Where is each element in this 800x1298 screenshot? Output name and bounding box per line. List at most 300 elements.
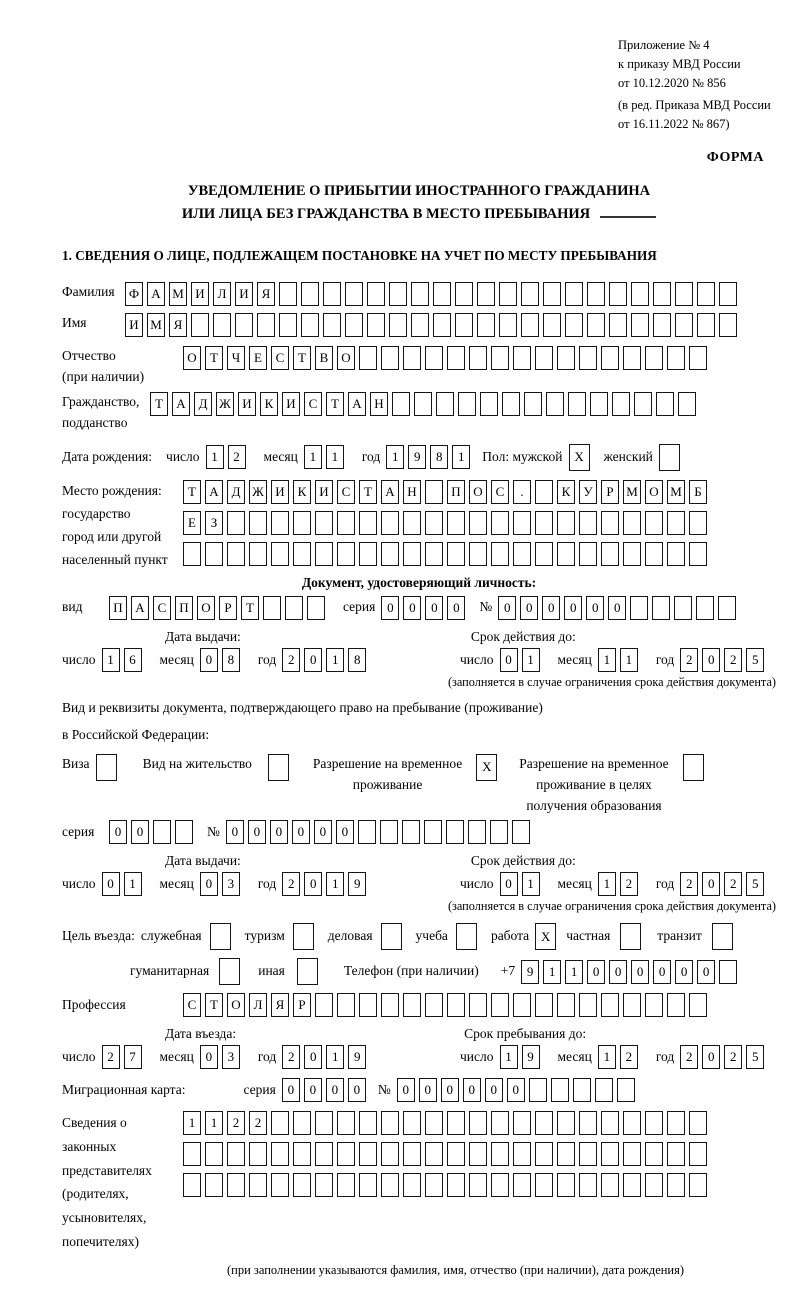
char-cell[interactable]	[469, 511, 487, 535]
char-cell[interactable]	[674, 596, 692, 620]
char-cell[interactable]: П	[447, 480, 465, 504]
char-cell[interactable]: X	[569, 444, 590, 471]
char-cell[interactable]: М	[169, 282, 187, 306]
char-cell[interactable]: Т	[359, 480, 377, 504]
char-cell[interactable]: X	[535, 923, 556, 950]
char-cell[interactable]	[535, 511, 553, 535]
residence-issue-day-cells[interactable]	[102, 872, 146, 896]
char-cell[interactable]	[447, 511, 465, 535]
entry-stay-day-cells[interactable]	[500, 1045, 544, 1069]
char-cell[interactable]	[381, 346, 399, 370]
char-cell[interactable]	[719, 282, 737, 306]
char-cell[interactable]: Я	[257, 282, 275, 306]
char-cell[interactable]	[425, 993, 443, 1017]
char-cell[interactable]	[297, 958, 318, 985]
char-cell[interactable]: Л	[249, 993, 267, 1017]
char-cell[interactable]: 0	[702, 648, 720, 672]
char-cell[interactable]	[205, 1173, 223, 1197]
char-cell[interactable]: 1	[326, 445, 344, 469]
char-cell[interactable]	[249, 511, 267, 535]
char-cell[interactable]	[568, 392, 586, 416]
char-cell[interactable]	[96, 754, 117, 781]
char-cell[interactable]: 0	[200, 648, 218, 672]
char-cell[interactable]: Ф	[125, 282, 143, 306]
char-cell[interactable]: 1	[565, 960, 583, 984]
char-cell[interactable]: 0	[586, 596, 604, 620]
birth-day-cells[interactable]	[206, 445, 250, 469]
char-cell[interactable]: Д	[194, 392, 212, 416]
char-cell[interactable]	[689, 542, 707, 566]
char-cell[interactable]: У	[579, 480, 597, 504]
char-cell[interactable]	[601, 1173, 619, 1197]
char-cell[interactable]: 0	[447, 596, 465, 620]
char-cell[interactable]	[389, 313, 407, 337]
char-cell[interactable]	[301, 282, 319, 306]
char-cell[interactable]	[392, 392, 410, 416]
char-cell[interactable]	[425, 1111, 443, 1135]
char-cell[interactable]	[425, 542, 443, 566]
char-cell[interactable]	[502, 392, 520, 416]
residence-issue-month-cells[interactable]	[200, 872, 244, 896]
char-cell[interactable]	[565, 282, 583, 306]
char-cell[interactable]	[491, 1173, 509, 1197]
char-cell[interactable]	[513, 1173, 531, 1197]
char-cell[interactable]	[436, 392, 454, 416]
char-cell[interactable]	[587, 282, 605, 306]
char-cell[interactable]	[645, 1173, 663, 1197]
char-cell[interactable]: 2	[724, 1045, 742, 1069]
char-cell[interactable]: 2	[282, 872, 300, 896]
char-cell[interactable]: 0	[200, 1045, 218, 1069]
char-cell[interactable]: Р	[293, 993, 311, 1017]
char-cell[interactable]	[455, 282, 473, 306]
char-cell[interactable]	[551, 1078, 569, 1102]
char-cell[interactable]: 0	[675, 960, 693, 984]
char-cell[interactable]	[446, 820, 464, 844]
char-cell[interactable]	[249, 1173, 267, 1197]
char-cell[interactable]	[718, 596, 736, 620]
char-cell[interactable]	[697, 313, 715, 337]
purpose-work-checkbox[interactable]	[535, 923, 560, 950]
char-cell[interactable]	[337, 1111, 355, 1135]
citizenship-cells[interactable]	[150, 392, 700, 416]
char-cell[interactable]: М	[667, 480, 685, 504]
char-cell[interactable]	[513, 346, 531, 370]
doc-issue-day-cells[interactable]	[102, 648, 146, 672]
purpose-other-checkbox[interactable]	[297, 958, 322, 985]
char-cell[interactable]: 2	[282, 1045, 300, 1069]
char-cell[interactable]	[337, 993, 355, 1017]
char-cell[interactable]: Т	[326, 392, 344, 416]
char-cell[interactable]	[315, 1111, 333, 1135]
char-cell[interactable]: .	[513, 480, 531, 504]
char-cell[interactable]	[678, 392, 696, 416]
char-cell[interactable]	[447, 346, 465, 370]
char-cell[interactable]: О	[227, 993, 245, 1017]
char-cell[interactable]	[579, 1173, 597, 1197]
char-cell[interactable]: 1	[102, 648, 120, 672]
char-cell[interactable]: Ж	[216, 392, 234, 416]
char-cell[interactable]	[307, 596, 325, 620]
char-cell[interactable]: Д	[227, 480, 245, 504]
char-cell[interactable]: Т	[205, 346, 223, 370]
char-cell[interactable]	[667, 1173, 685, 1197]
char-cell[interactable]: 0	[564, 596, 582, 620]
purpose-transit-checkbox[interactable]	[712, 923, 737, 950]
char-cell[interactable]: О	[197, 596, 215, 620]
char-cell[interactable]	[601, 993, 619, 1017]
char-cell[interactable]: 2	[620, 872, 638, 896]
char-cell[interactable]: 1	[500, 1045, 518, 1069]
char-cell[interactable]: 0	[314, 820, 332, 844]
char-cell[interactable]	[557, 511, 575, 535]
char-cell[interactable]	[491, 511, 509, 535]
char-cell[interactable]	[623, 993, 641, 1017]
char-cell[interactable]: 8	[348, 648, 366, 672]
char-cell[interactable]: 0	[304, 1045, 322, 1069]
doc-valid-day-cells[interactable]	[500, 648, 544, 672]
doc-number-cells[interactable]	[498, 596, 740, 620]
char-cell[interactable]	[601, 346, 619, 370]
char-cell[interactable]: Я	[169, 313, 187, 337]
char-cell[interactable]: И	[235, 282, 253, 306]
char-cell[interactable]: 0	[381, 596, 399, 620]
char-cell[interactable]	[601, 1111, 619, 1135]
char-cell[interactable]: 9	[348, 1045, 366, 1069]
char-cell[interactable]	[205, 542, 223, 566]
char-cell[interactable]	[293, 923, 314, 950]
birth-place-row1[interactable]	[183, 480, 711, 504]
char-cell[interactable]: 0	[542, 596, 560, 620]
temp-permit-checkbox[interactable]	[476, 754, 501, 781]
char-cell[interactable]: А	[131, 596, 149, 620]
char-cell[interactable]: М	[147, 313, 165, 337]
char-cell[interactable]: 0	[485, 1078, 503, 1102]
char-cell[interactable]: 0	[102, 872, 120, 896]
char-cell[interactable]: З	[205, 511, 223, 535]
char-cell[interactable]: А	[348, 392, 366, 416]
birth-month-cells[interactable]	[304, 445, 348, 469]
char-cell[interactable]	[381, 542, 399, 566]
char-cell[interactable]	[617, 1078, 635, 1102]
char-cell[interactable]	[183, 1173, 201, 1197]
char-cell[interactable]	[529, 1078, 547, 1102]
char-cell[interactable]: 2	[680, 1045, 698, 1069]
char-cell[interactable]	[667, 346, 685, 370]
char-cell[interactable]	[175, 820, 193, 844]
char-cell[interactable]	[455, 313, 473, 337]
char-cell[interactable]	[424, 820, 442, 844]
entry-stay-year-cells[interactable]	[680, 1045, 768, 1069]
char-cell[interactable]: А	[147, 282, 165, 306]
gender-female-checkbox[interactable]	[659, 444, 684, 471]
char-cell[interactable]: 0	[507, 1078, 525, 1102]
residence-permit-checkbox[interactable]	[268, 754, 293, 781]
char-cell[interactable]: 0	[653, 960, 671, 984]
char-cell[interactable]: С	[183, 993, 201, 1017]
char-cell[interactable]	[469, 1111, 487, 1135]
char-cell[interactable]: 0	[326, 1078, 344, 1102]
char-cell[interactable]	[359, 511, 377, 535]
char-cell[interactable]	[227, 542, 245, 566]
char-cell[interactable]: 0	[441, 1078, 459, 1102]
char-cell[interactable]: С	[337, 480, 355, 504]
residence-issue-year-cells[interactable]	[282, 872, 370, 896]
char-cell[interactable]	[381, 1173, 399, 1197]
char-cell[interactable]: 7	[124, 1045, 142, 1069]
char-cell[interactable]: 1	[326, 648, 344, 672]
char-cell[interactable]	[257, 313, 275, 337]
char-cell[interactable]: 2	[228, 445, 246, 469]
char-cell[interactable]: 8	[430, 445, 448, 469]
char-cell[interactable]	[675, 282, 693, 306]
char-cell[interactable]	[425, 480, 443, 504]
purpose-tourism-checkbox[interactable]	[293, 923, 318, 950]
char-cell[interactable]: 2	[282, 648, 300, 672]
char-cell[interactable]: 9	[348, 872, 366, 896]
char-cell[interactable]	[512, 820, 530, 844]
char-cell[interactable]	[403, 1111, 421, 1135]
char-cell[interactable]	[689, 1111, 707, 1135]
char-cell[interactable]	[337, 511, 355, 535]
char-cell[interactable]: 0	[282, 1078, 300, 1102]
char-cell[interactable]: 0	[336, 820, 354, 844]
char-cell[interactable]	[403, 542, 421, 566]
char-cell[interactable]	[557, 542, 575, 566]
char-cell[interactable]: 0	[702, 872, 720, 896]
char-cell[interactable]	[425, 346, 443, 370]
char-cell[interactable]	[367, 282, 385, 306]
char-cell[interactable]	[630, 596, 648, 620]
char-cell[interactable]: 0	[608, 596, 626, 620]
char-cell[interactable]	[587, 313, 605, 337]
char-cell[interactable]	[279, 313, 297, 337]
char-cell[interactable]: 2	[249, 1111, 267, 1135]
migration-series-cells[interactable]	[282, 1078, 370, 1102]
char-cell[interactable]: 0	[270, 820, 288, 844]
char-cell[interactable]: 9	[408, 445, 426, 469]
char-cell[interactable]	[653, 313, 671, 337]
char-cell[interactable]	[595, 1078, 613, 1102]
char-cell[interactable]	[557, 1173, 575, 1197]
char-cell[interactable]: 1	[543, 960, 561, 984]
char-cell[interactable]: О	[183, 346, 201, 370]
char-cell[interactable]	[535, 1111, 553, 1135]
char-cell[interactable]	[183, 542, 201, 566]
char-cell[interactable]	[675, 313, 693, 337]
char-cell[interactable]	[689, 346, 707, 370]
char-cell[interactable]	[667, 1111, 685, 1135]
char-cell[interactable]	[645, 511, 663, 535]
char-cell[interactable]	[293, 511, 311, 535]
char-cell[interactable]	[249, 542, 267, 566]
char-cell[interactable]	[381, 1111, 399, 1135]
char-cell[interactable]	[667, 542, 685, 566]
patronymic-cells[interactable]	[183, 346, 711, 370]
char-cell[interactable]	[579, 993, 597, 1017]
char-cell[interactable]	[403, 1173, 421, 1197]
char-cell[interactable]	[609, 282, 627, 306]
char-cell[interactable]: 1	[304, 445, 322, 469]
char-cell[interactable]	[689, 993, 707, 1017]
char-cell[interactable]: А	[381, 480, 399, 504]
char-cell[interactable]	[359, 1111, 377, 1135]
char-cell[interactable]	[697, 282, 715, 306]
char-cell[interactable]	[557, 346, 575, 370]
char-cell[interactable]: С	[271, 346, 289, 370]
char-cell[interactable]: 0	[292, 820, 310, 844]
doc-valid-month-cells[interactable]	[598, 648, 642, 672]
char-cell[interactable]	[634, 392, 652, 416]
char-cell[interactable]	[535, 1173, 553, 1197]
char-cell[interactable]: 1	[598, 648, 616, 672]
char-cell[interactable]: Т	[150, 392, 168, 416]
char-cell[interactable]: И	[271, 480, 289, 504]
char-cell[interactable]: 0	[403, 596, 421, 620]
char-cell[interactable]: 1	[452, 445, 470, 469]
char-cell[interactable]: 0	[520, 596, 538, 620]
char-cell[interactable]	[480, 392, 498, 416]
char-cell[interactable]	[652, 596, 670, 620]
char-cell[interactable]	[414, 392, 432, 416]
representatives-row3[interactable]	[183, 1173, 711, 1197]
char-cell[interactable]: 0	[304, 648, 322, 672]
char-cell[interactable]	[609, 313, 627, 337]
char-cell[interactable]: 0	[631, 960, 649, 984]
residence-series-cells[interactable]	[109, 820, 197, 844]
char-cell[interactable]: Н	[370, 392, 388, 416]
char-cell[interactable]	[315, 993, 333, 1017]
char-cell[interactable]	[557, 993, 575, 1017]
char-cell[interactable]: И	[191, 282, 209, 306]
char-cell[interactable]	[469, 1173, 487, 1197]
char-cell[interactable]	[573, 1078, 591, 1102]
char-cell[interactable]	[279, 282, 297, 306]
char-cell[interactable]	[579, 346, 597, 370]
char-cell[interactable]: И	[238, 392, 256, 416]
char-cell[interactable]: 1	[326, 872, 344, 896]
migration-number-cells[interactable]	[397, 1078, 639, 1102]
char-cell[interactable]: Н	[403, 480, 421, 504]
char-cell[interactable]: Ч	[227, 346, 245, 370]
char-cell[interactable]	[323, 313, 341, 337]
char-cell[interactable]: 3	[222, 872, 240, 896]
char-cell[interactable]: Я	[271, 993, 289, 1017]
char-cell[interactable]	[667, 511, 685, 535]
char-cell[interactable]	[543, 313, 561, 337]
char-cell[interactable]: С	[153, 596, 171, 620]
char-cell[interactable]	[579, 511, 597, 535]
char-cell[interactable]	[358, 820, 376, 844]
char-cell[interactable]: 9	[522, 1045, 540, 1069]
char-cell[interactable]	[381, 923, 402, 950]
char-cell[interactable]: В	[315, 346, 333, 370]
char-cell[interactable]: 8	[222, 648, 240, 672]
residence-valid-month-cells[interactable]	[598, 872, 642, 896]
char-cell[interactable]: 1	[598, 1045, 616, 1069]
char-cell[interactable]	[491, 346, 509, 370]
char-cell[interactable]	[227, 1173, 245, 1197]
char-cell[interactable]: 1	[620, 648, 638, 672]
char-cell[interactable]: 1	[183, 1111, 201, 1135]
char-cell[interactable]: Т	[293, 346, 311, 370]
char-cell[interactable]: 1	[326, 1045, 344, 1069]
char-cell[interactable]: 1	[206, 445, 224, 469]
char-cell[interactable]	[293, 1173, 311, 1197]
entry-arrival-day-cells[interactable]	[102, 1045, 146, 1069]
purpose-study-checkbox[interactable]	[456, 923, 481, 950]
char-cell[interactable]: 0	[609, 960, 627, 984]
char-cell[interactable]	[469, 993, 487, 1017]
char-cell[interactable]	[623, 1173, 641, 1197]
char-cell[interactable]: Т	[241, 596, 259, 620]
char-cell[interactable]	[447, 1173, 465, 1197]
residence-valid-day-cells[interactable]	[500, 872, 544, 896]
purpose-humanitarian-checkbox[interactable]	[219, 958, 244, 985]
entry-arrival-year-cells[interactable]	[282, 1045, 370, 1069]
char-cell[interactable]: П	[175, 596, 193, 620]
char-cell[interactable]	[645, 346, 663, 370]
char-cell[interactable]	[337, 542, 355, 566]
char-cell[interactable]	[315, 1173, 333, 1197]
residence-valid-year-cells[interactable]	[680, 872, 768, 896]
char-cell[interactable]: 0	[425, 596, 443, 620]
char-cell[interactable]	[546, 392, 564, 416]
char-cell[interactable]: М	[623, 480, 641, 504]
char-cell[interactable]	[535, 993, 553, 1017]
given-name-cells[interactable]	[125, 313, 741, 337]
entry-arrival-month-cells[interactable]	[200, 1045, 244, 1069]
char-cell[interactable]	[623, 1111, 641, 1135]
char-cell[interactable]	[359, 542, 377, 566]
char-cell[interactable]: 5	[746, 1045, 764, 1069]
char-cell[interactable]: О	[337, 346, 355, 370]
char-cell[interactable]	[499, 313, 517, 337]
char-cell[interactable]	[683, 754, 704, 781]
char-cell[interactable]	[402, 820, 420, 844]
char-cell[interactable]	[719, 313, 737, 337]
char-cell[interactable]	[601, 542, 619, 566]
entry-stay-month-cells[interactable]	[598, 1045, 642, 1069]
doc-issue-year-cells[interactable]	[282, 648, 370, 672]
char-cell[interactable]	[235, 313, 253, 337]
doc-issue-month-cells[interactable]	[200, 648, 244, 672]
char-cell[interactable]	[345, 313, 363, 337]
char-cell[interactable]: Р	[219, 596, 237, 620]
char-cell[interactable]: 0	[226, 820, 244, 844]
char-cell[interactable]	[271, 1111, 289, 1135]
birth-year-cells[interactable]	[386, 445, 474, 469]
char-cell[interactable]	[433, 282, 451, 306]
purpose-business-checkbox[interactable]	[381, 923, 406, 950]
char-cell[interactable]	[659, 444, 680, 471]
char-cell[interactable]	[623, 346, 641, 370]
char-cell[interactable]: И	[125, 313, 143, 337]
char-cell[interactable]	[456, 923, 477, 950]
char-cell[interactable]: Л	[213, 282, 231, 306]
char-cell[interactable]	[447, 993, 465, 1017]
char-cell[interactable]	[557, 1111, 575, 1135]
char-cell[interactable]: 0	[397, 1078, 415, 1102]
char-cell[interactable]: 2	[620, 1045, 638, 1069]
char-cell[interactable]	[403, 346, 421, 370]
char-cell[interactable]	[477, 282, 495, 306]
char-cell[interactable]: 0	[500, 872, 518, 896]
char-cell[interactable]: К	[557, 480, 575, 504]
char-cell[interactable]: 0	[109, 820, 127, 844]
char-cell[interactable]: 1	[205, 1111, 223, 1135]
visa-checkbox[interactable]	[96, 754, 121, 781]
